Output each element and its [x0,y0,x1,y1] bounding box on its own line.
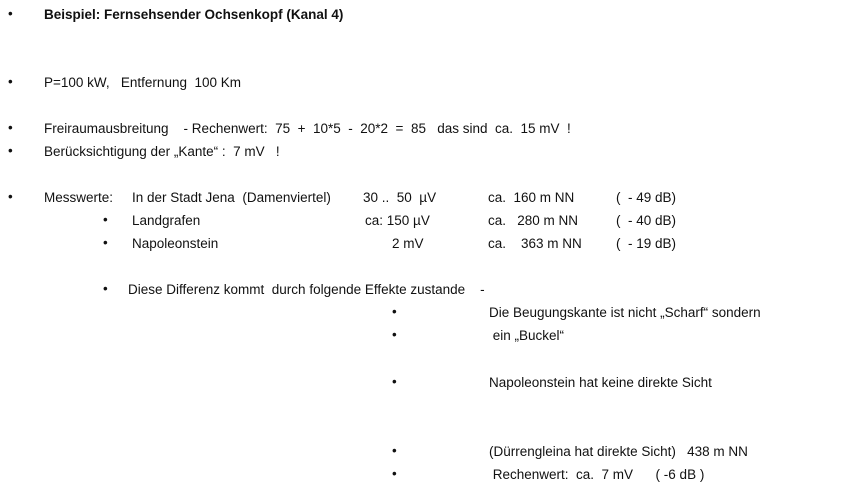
measure-db: ( - 49 dB) [616,190,677,205]
bullet: • [392,327,397,342]
effect-text: Die Beugungskante ist nicht „Scharf“ sondern [489,305,761,320]
bullet: • [392,443,397,458]
differenz-text: Diese Differenz kommt durch folgende Effekte zustande - [128,282,485,297]
measure-height: ca. 160 m NN [488,190,575,205]
params-text: P=100 kW, Entfernung 100 Km [44,75,241,90]
bullet: • [103,281,108,296]
measure-value: 30 .. 50 µV [363,190,437,205]
bullet: • [8,143,13,158]
effect-text: Napoleonstein hat keine direkte Sicht [489,375,712,390]
freiraum-text: Freiraumausbreitung - Rechenwert: 75 + 10*5 - 20*2 = 85 das sind ca. 15 mV ! [44,121,571,136]
kante-text: Berücksichtigung der „Kante“ : 7 mV ! [44,144,280,159]
measure-place: Landgrafen [132,213,201,228]
measure-height: ca. 280 m NN [488,213,579,228]
effect-text: (Dürrengleina hat direkte Sicht) 438 m NN [489,444,748,459]
bullet: • [392,374,397,389]
measure-db: ( - 40 dB) [616,213,677,228]
measure-height: ca. 363 m NN [488,236,582,251]
messwerte-label: Messwerte: [44,190,114,205]
bullet: • [103,212,108,227]
measure-db: ( - 19 dB) [616,236,677,251]
measure-value: 2 mV [392,236,424,251]
bullet: • [8,120,13,135]
bullet: • [8,6,13,21]
effect-text: Rechenwert: ca. 7 mV ( -6 dB ) [489,467,705,482]
bullet: • [392,304,397,319]
effect-text: ein „Buckel“ [489,328,565,343]
bullet: • [392,466,397,481]
bullet: • [8,74,13,89]
bullet: • [103,235,108,250]
slide-title: Beispiel: Fernsehsender Ochsenkopf (Kanal 4) [44,7,344,22]
measure-value: ca: 150 µV [365,213,430,228]
measure-place: In der Stadt Jena (Damenviertel) [132,190,331,205]
bullet: • [8,189,13,204]
measure-place: Napoleonstein [132,236,219,251]
